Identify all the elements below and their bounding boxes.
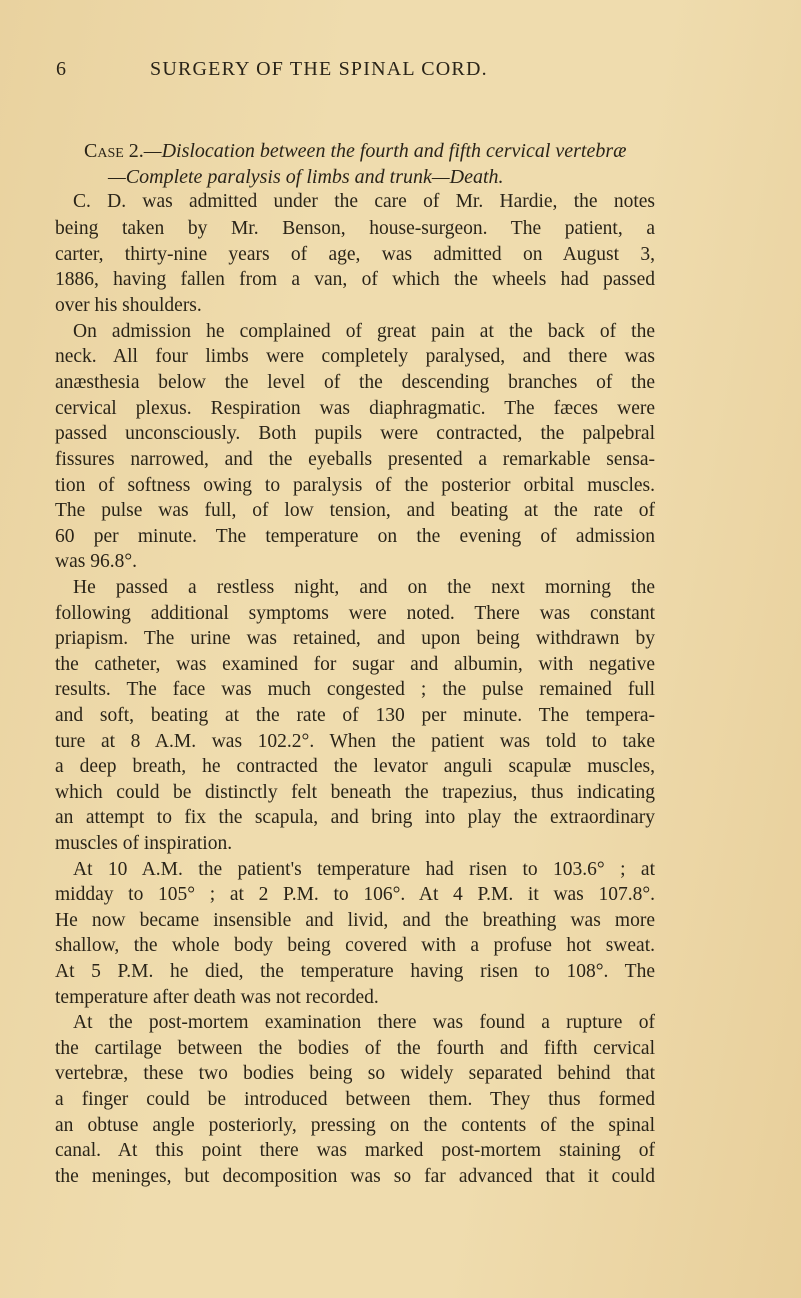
text-line: an attempt to fix the scapula, and bring into play the extraordinary xyxy=(55,807,655,828)
running-head xyxy=(56,58,696,88)
case-label: Case 2. xyxy=(84,140,144,162)
text-line: passed unconsciously. Both pupils were contracted, the palpebral xyxy=(55,423,655,444)
text-line: was 96.8°. xyxy=(55,551,137,572)
text-line: priapism. The urine was retained, and upon being withdrawn by xyxy=(55,628,655,649)
text-line: anæsthesia below the level of the descending branches of the xyxy=(55,372,655,393)
case-heading xyxy=(84,138,704,190)
case-title-line2: —Complete paralysis of limbs and trunk—Death. xyxy=(108,166,504,188)
text-line: ture at 8 A.M. was 102.2°. When the patient was told to take xyxy=(55,731,655,752)
text-line: fissures narrowed, and the eyeballs presented a remarkable sensa- xyxy=(55,449,655,470)
text-line: cervical plexus. Respiration was diaphragmatic. The fæces were xyxy=(55,398,655,419)
case-title-line1: —Dislocation between the fourth and fifth cervical vertebræ xyxy=(143,140,627,162)
running-title: SURGERY OF THE SPINAL CORD. xyxy=(150,58,488,80)
text-line: He passed a restless night, and on the next morning the xyxy=(73,577,655,598)
text-line: At 5 P.M. he died, the temperature having risen to 108°. The xyxy=(55,961,655,982)
text-line: the catheter, was examined for sugar and albumin, with negative xyxy=(55,654,655,675)
text-line: muscles of inspiration. xyxy=(55,833,233,854)
text-line: midday to 105° ; at 2 P.M. to 106°. At 4 P.M. it was 107.8°. xyxy=(55,884,655,905)
text-line: the meninges, but decomposition was so far advanced that it could xyxy=(55,1166,655,1187)
text-line: being taken by Mr. Benson, house-surgeon. The patient, a xyxy=(55,218,655,239)
text-line: At the post-mortem examination there was found a rupture of xyxy=(73,1012,655,1033)
text-line: canal. At this point there was marked post-mortem staining of xyxy=(55,1140,655,1161)
text-line: results. The face was much congested ; the pulse remained full xyxy=(55,679,655,700)
text-line: the cartilage between the bodies of the fourth and fifth cervical xyxy=(55,1038,655,1059)
text-line: following additional symptoms were noted. There was constant xyxy=(55,603,655,624)
text-line: over his shoulders. xyxy=(55,295,202,316)
text-line: a deep breath, he contracted the levator anguli scapulæ muscles, xyxy=(55,756,655,777)
text-line: 60 per minute. The temperature on the evening of admission xyxy=(55,526,655,547)
text-line: shallow, the whole body being covered with a profuse hot sweat. xyxy=(55,935,655,956)
text-line: vertebræ, these two bodies being so widely separated behind that xyxy=(55,1063,655,1084)
text-line: and soft, beating at the rate of 130 per minute. The tempera- xyxy=(55,705,655,726)
text-line: On admission he complained of great pain at the back of the xyxy=(73,321,655,342)
text-line: At 10 A.M. the patient's temperature had risen to 103.6° ; at xyxy=(73,859,655,880)
text-line: 1886, having fallen from a van, of which the wheels had passed xyxy=(55,269,655,290)
text-line: C. D. was admitted under the care of Mr. Hardie, the notes xyxy=(73,191,655,212)
text-line: temperature after death was not recorded. xyxy=(55,987,379,1008)
text-line: neck. All four limbs were completely paralysed, and there was xyxy=(55,346,655,367)
text-line: which could be distinctly felt beneath the trapezius, thus indicating xyxy=(55,782,655,803)
text-line: He now became insensible and livid, and the breathing was more xyxy=(55,910,655,931)
text-line: an obtuse angle posteriorly, pressing on the contents of the spinal xyxy=(55,1115,655,1136)
text-line: carter, thirty-nine years of age, was admitted on August 3, xyxy=(55,244,655,265)
text-line: a finger could be introduced between them. They thus formed xyxy=(55,1089,655,1110)
text-line: The pulse was full, of low tension, and beating at the rate of xyxy=(55,500,655,521)
page-number: 6 xyxy=(56,58,67,80)
text-line: tion of softness owing to paralysis of the posterior orbital muscles. xyxy=(55,475,655,496)
